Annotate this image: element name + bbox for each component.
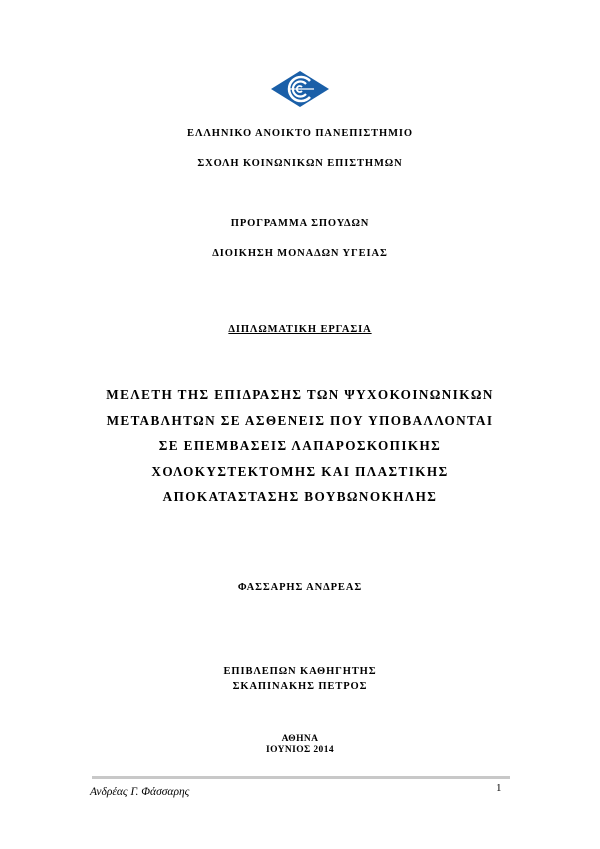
document-type [0,324,600,335]
thesis-title [90,382,510,510]
university-name: ΕΛΛΗΝΙΚΟ ΑΝΟΙΚΤΟ ΠΑΝΕΠΙΣΤΗΜΙΟ [187,128,413,139]
supervisor-name: ΣΚΑΠΙΝΑΚΗΣ ΠΕΤΡΟΣ [232,681,368,692]
supervisor-label: ΕΠΙΒΛΕΠΩΝ ΚΑΘΗΓΗΤΗΣ [223,666,377,677]
university-logo-icon [270,70,330,108]
title-line: ΑΠΟΚΑΤΑΣΤΑΣΗΣ ΒΟΥΒΩΝΟΚΗΛΗΣ [162,489,438,504]
title-line: ΧΟΛΟΚΥΣΤΕΚΤΟΜΗΣ ΚΑΙ ΠΛΑΣΤΙΚΗΣ [151,463,449,479]
title-line: ΣΕ ΕΠΕΜΒΑΣΕΙΣ ΛΑΠΑΡΟΣΚΟΠΙΚΗΣ [158,438,442,453]
program-name: ΔΙΟΙΚΗΣΗ ΜΟΝΑΔΩΝ ΥΓΕΙΑΣ [212,248,388,259]
program-label: ΠΡΟΓΡΑΜΜΑ ΣΠΟΥΔΩΝ [230,218,370,229]
document-type-text: ΔΙΠΛΩΜΑΤΙΚΗ ΕΡΓΑΣΙΑ [228,324,372,335]
school-name: ΣΧΟΛΗ ΚΟΙΝΩΝΙΚΩΝ ΕΠΙΣΤΗΜΩΝ [197,158,403,169]
footer-divider [92,776,510,779]
footer-author: Ανδρέας Γ. Φάσσαρης [90,786,190,798]
place: ΑΘΗΝΑ [281,734,319,744]
title-line: ΜΕΛΕΤΗ ΤΗΣ ΕΠΙΔΡΑΣΗΣ ΤΩΝ ΨΥΧΟΚΟΙΝΩΝΙΚΩΝ [106,387,494,402]
page-number: 1 [496,782,502,794]
title-line: ΜΕΤΑΒΛΗΤΩΝ ΣΕ ΑΣΘΕΝΕΙΣ ΠΟΥ ΥΠΟΒΑΛΛΟΝΤΑΙ [106,412,494,428]
author-name: ΦΑΣΣΑΡΗΣ ΑΝΔΡΕΑΣ [237,582,363,593]
date: ΙΟΥΝΙΟΣ 2014 [265,745,335,755]
